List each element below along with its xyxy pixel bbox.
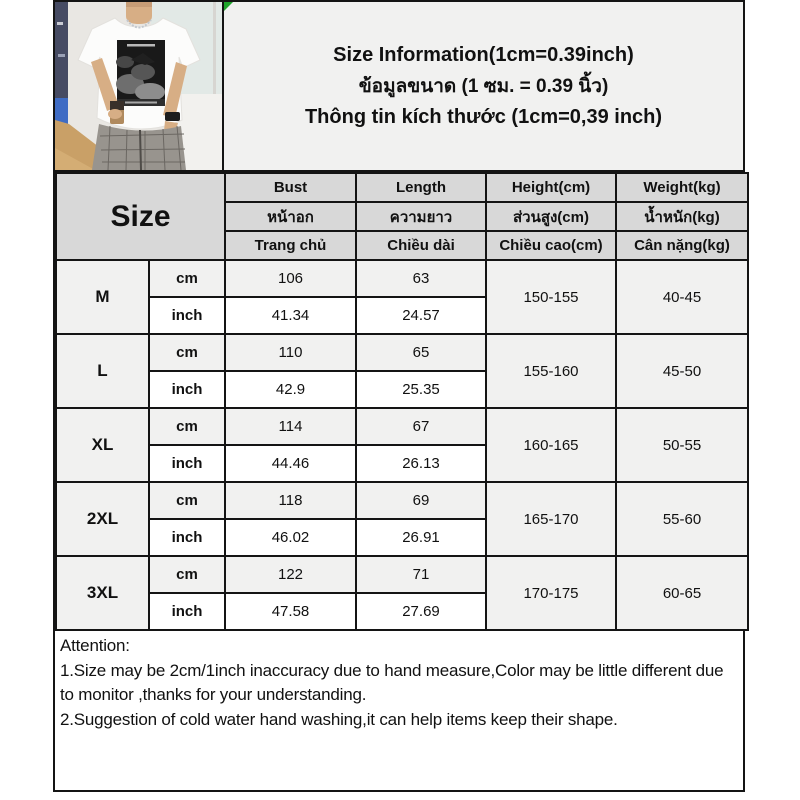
title-thai: ข้อมูลขนาด (1 ซม. = 0.39 นิ้ว) — [358, 75, 609, 97]
cell-l-bust-inch: 42.9 — [225, 371, 356, 408]
cell-2xl-bust-inch: 46.02 — [225, 519, 356, 556]
cell-3xl-weight: 60-65 — [616, 556, 748, 630]
unit-inch-l: inch — [149, 371, 225, 408]
cell-l-height: 155-160 — [486, 334, 616, 408]
size-label-2xl: 2XL — [56, 482, 149, 556]
cell-m-height: 150-155 — [486, 260, 616, 334]
cell-3xl-bust-cm: 122 — [225, 556, 356, 593]
unit-cm-xl: cm — [149, 408, 225, 445]
cell-l-length-inch: 25.35 — [356, 371, 486, 408]
corner-marker-icon — [224, 2, 233, 11]
size-label-xl: XL — [56, 408, 149, 482]
col-header-height-th: ส่วนสูง(cm) — [486, 202, 616, 231]
title-block — [224, 2, 743, 170]
product-photo — [55, 2, 224, 170]
cell-xl-length-cm: 67 — [356, 408, 486, 445]
unit-cm-l: cm — [149, 334, 225, 371]
cell-m-weight: 40-45 — [616, 260, 748, 334]
cell-2xl-bust-cm: 118 — [225, 482, 356, 519]
top-row — [55, 2, 743, 172]
size-label-3xl: 3XL — [56, 556, 149, 630]
cell-m-bust-inch: 41.34 — [225, 297, 356, 334]
cell-m-length-cm: 63 — [356, 260, 486, 297]
col-header-weight-th: น้ำหนัก(kg) — [616, 202, 748, 231]
title-english: Size Information(1cm=0.39inch) — [333, 43, 634, 66]
col-header-weight-en: Weight(kg) — [616, 173, 748, 202]
unit-inch-3xl: inch — [149, 593, 225, 630]
cell-2xl-length-cm: 69 — [356, 482, 486, 519]
size-label-m: M — [56, 260, 149, 334]
cell-xl-weight: 50-55 — [616, 408, 748, 482]
cell-3xl-length-cm: 71 — [356, 556, 486, 593]
col-header-length-vi: Chiều dài — [356, 231, 486, 260]
col-header-bust-en: Bust — [225, 173, 356, 202]
size-label-l: L — [56, 334, 149, 408]
attention-heading: Attention: — [60, 636, 130, 655]
attention-notes — [55, 631, 743, 790]
cell-xl-length-inch: 26.13 — [356, 445, 486, 482]
cell-3xl-height: 170-175 — [486, 556, 616, 630]
cell-2xl-weight: 55-60 — [616, 482, 748, 556]
col-header-length-th: ความยาว — [356, 202, 486, 231]
col-header-height-vi: Chiều cao(cm) — [486, 231, 616, 260]
product-photo-illustration — [55, 2, 222, 170]
col-header-bust-vi: Trang chủ — [225, 231, 356, 260]
unit-inch-m: inch — [149, 297, 225, 334]
unit-cm-3xl: cm — [149, 556, 225, 593]
col-header-height-en: Height(cm) — [486, 173, 616, 202]
cell-l-length-cm: 65 — [356, 334, 486, 371]
cell-3xl-length-inch: 27.69 — [356, 593, 486, 630]
unit-cm-2xl: cm — [149, 482, 225, 519]
attention-line-1: 1.Size may be 2cm/1inch inaccuracy due to hand measure,Color may be little different due to monitor ,thanks for your understanding. — [60, 660, 724, 704]
size-table — [55, 172, 749, 631]
cell-xl-height: 160-165 — [486, 408, 616, 482]
cell-2xl-height: 165-170 — [486, 482, 616, 556]
cell-m-bust-cm: 106 — [225, 260, 356, 297]
unit-inch-2xl: inch — [149, 519, 225, 556]
size-chart-sheet — [53, 0, 745, 792]
unit-inch-xl: inch — [149, 445, 225, 482]
title-vietnamese: Thông tin kích thước (1cm=0,39 inch) — [304, 105, 663, 128]
attention-line-2: 2.Suggestion of cold water hand washing,it can help items keep their shape. — [60, 709, 618, 729]
col-header-bust-th: หน้าอก — [225, 202, 356, 231]
size-header-cell: Size — [56, 173, 225, 260]
col-header-weight-vi: Cân nặng(kg) — [616, 231, 748, 260]
cell-3xl-bust-inch: 47.58 — [225, 593, 356, 630]
cell-l-bust-cm: 110 — [225, 334, 356, 371]
cell-xl-bust-cm: 114 — [225, 408, 356, 445]
cell-l-weight: 45-50 — [616, 334, 748, 408]
cell-2xl-length-inch: 26.91 — [356, 519, 486, 556]
cell-xl-bust-inch: 44.46 — [225, 445, 356, 482]
col-header-length-en: Length — [356, 173, 486, 202]
cell-m-length-inch: 24.57 — [356, 297, 486, 334]
unit-cm-m: cm — [149, 260, 225, 297]
